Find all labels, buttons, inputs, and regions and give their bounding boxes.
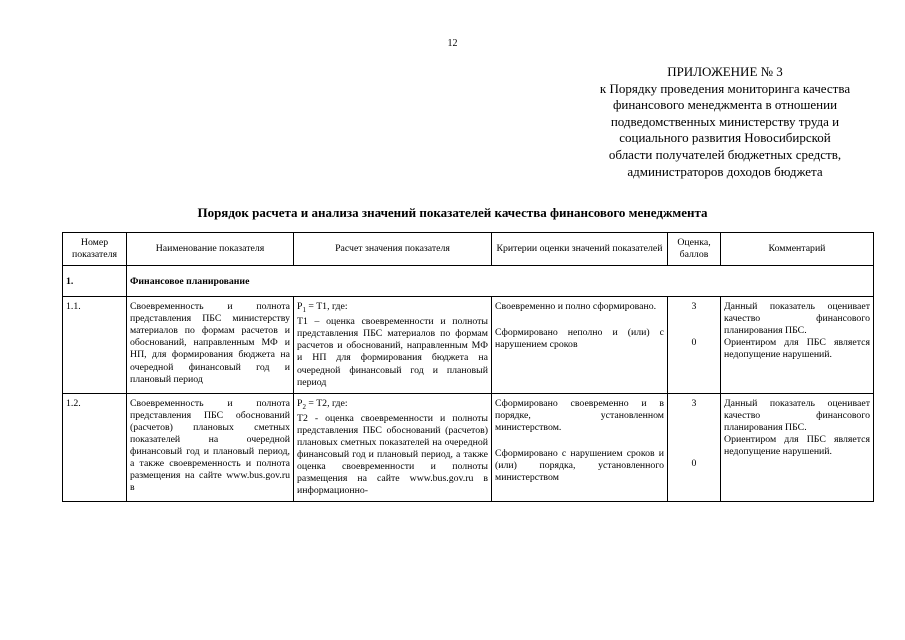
calc-text: T1 – оценка своевременности и полноты представления ПБС материалов по формам расчетов и обоснований, направленным МФ и НП для формирования бюджета на очередной финансовый год и плановый период bbox=[297, 316, 488, 388]
comment-text: Ориентиром для ПБС является недопущение нарушений. bbox=[724, 337, 870, 361]
appendix-line: подведомственных министерству труда и bbox=[610, 113, 840, 129]
comment-text: Данный показатель оценивает качество финансового планирования ПБС. bbox=[724, 301, 870, 337]
criteria-item: Сформировано неполно и (или) с нарушением сроков bbox=[495, 327, 664, 351]
row-criteria bbox=[492, 297, 668, 394]
appendix-line: финансового менеджмента в отношении bbox=[612, 97, 838, 113]
appendix-title: ПРИЛОЖЕНИЕ № 3 bbox=[667, 64, 783, 79]
appendix-line: области получателей бюджетных средств, bbox=[608, 146, 842, 162]
row-calc bbox=[294, 393, 492, 502]
table-row bbox=[63, 393, 874, 502]
calc-formula: $P_1 = T1$, где: bbox=[297, 301, 348, 315]
comment-text: Ориентиром для ПБС является недопущение нарушений. bbox=[724, 433, 870, 458]
score-value: 3 bbox=[691, 397, 697, 409]
row-number: 1.1. bbox=[63, 297, 127, 394]
row-score bbox=[668, 393, 721, 502]
appendix-line: социального развития Новосибирской bbox=[619, 130, 831, 146]
row-name: Своевременность и полнота представления ПБС обоснований (расчетов) плановых сметных показателей на очередной финансовый год и плановый период, а также своевременность и полнота размещения на сайте www.bus.gov.ru в bbox=[127, 393, 294, 502]
score-value: 3 bbox=[691, 301, 697, 313]
criteria-item: Сформировано своевременно и в порядке, установленном министерством. bbox=[495, 397, 664, 433]
calc-formula: $P_2 = T2$, где: bbox=[297, 397, 348, 411]
comment-text: Данный показатель оценивает качество финансового планирования ПБС. bbox=[724, 397, 870, 433]
header-comment: Комментарий bbox=[721, 233, 874, 266]
criteria-item: Своевременно и полно сформировано. bbox=[495, 301, 657, 313]
section-row bbox=[63, 266, 874, 297]
page-number: 12 bbox=[447, 38, 458, 49]
score-value: 0 bbox=[691, 337, 697, 349]
row-score bbox=[668, 297, 721, 394]
row-comment bbox=[721, 393, 874, 502]
row-comment bbox=[721, 297, 874, 394]
header-calc: Расчет значения показателя bbox=[294, 233, 492, 266]
score-value: 0 bbox=[691, 457, 697, 469]
header-criteria: Критерии оценки значений показателей bbox=[492, 233, 668, 266]
appendix-line: администраторов доходов бюджета bbox=[627, 163, 823, 179]
row-number: 1.2. bbox=[63, 393, 127, 502]
appendix-line: к Порядку проведения мониторинга качества bbox=[599, 80, 851, 96]
table-row bbox=[63, 297, 874, 394]
criteria-item: Сформировано с нарушением сроков и (или) порядка, установленного министерством bbox=[495, 447, 664, 484]
section-number: 1. bbox=[63, 266, 127, 297]
header-name: Наименование показателя bbox=[127, 233, 294, 266]
document-title: Порядок расчета и анализа значений показателей качества финансового менеджмента bbox=[197, 205, 708, 220]
table-header-row bbox=[63, 233, 874, 266]
section-name: Финансовое планирование bbox=[127, 266, 874, 297]
row-calc bbox=[294, 297, 492, 394]
indicators-table bbox=[62, 232, 874, 502]
row-criteria bbox=[492, 393, 668, 502]
row-name: Своевременность и полнота представления ПБС министерству материалов по формам расчетов и обоснований, направленным МФ и НП, для формирования бюджета на очередной финансовый год и плановый период bbox=[127, 297, 294, 394]
appendix-header bbox=[540, 64, 905, 180]
header-score: Оценка, баллов bbox=[668, 233, 721, 266]
header-number: Номер показателя bbox=[63, 233, 127, 266]
calc-text: T2 - оценка своевременности и полноты представления ПБС обоснований (расчетов) плановых сметных показателей на очередной финансовый год и плановый период, а также оценка своевременности и полноты размещения на сайте www.bus.gov.ru в информационно- bbox=[297, 412, 488, 497]
